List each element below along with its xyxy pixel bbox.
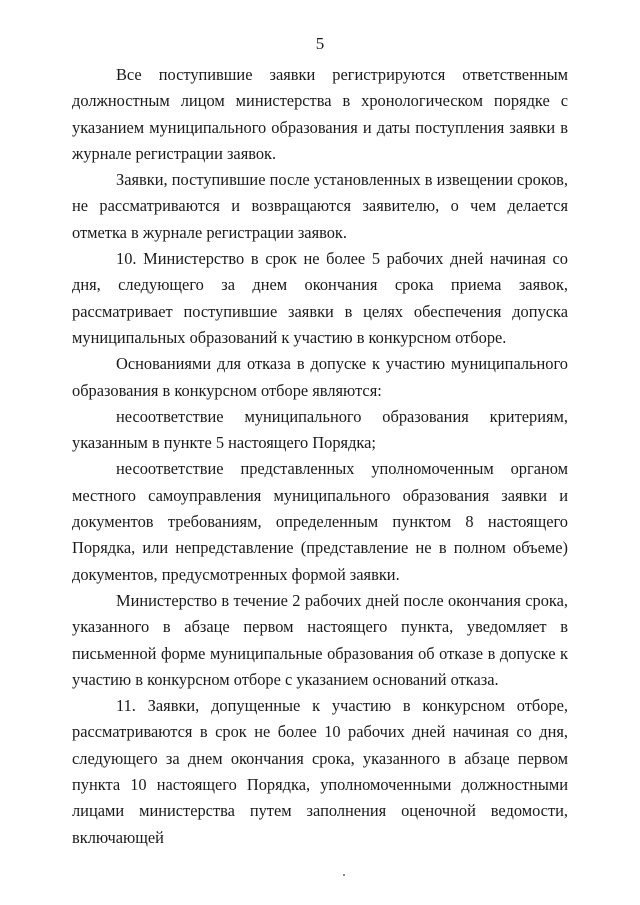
- paragraph-late-applications: Заявки, поступившие после установленных в извещении сроков, не рассматриваются и возвращаются заявителю, о чем делается отметка в журнале регистрации заявок.: [72, 170, 568, 242]
- paragraph-criteria-mismatch: несоответствие муниципального образования критериям, указанным в пункте 5 настоящего Порядка;: [72, 406, 568, 453]
- paragraph-registration: Все поступившие заявки регистрируются ответственным должностным лицом министерства в хронологическом порядке с указанием муниципального образования и даты поступления заявки в журнале регистрации заявок.: [72, 65, 568, 163]
- paragraph-notification: Министерство в течение 2 рабочих дней после окончания срока, указанного в абзаце первом настоящего пункта, уведомляет в письменной форме муниципальные образования об отказе в допуске к участию в конкурсном отборе с указанием оснований отказа.: [72, 590, 568, 689]
- paragraph-clause-10: 10. Министерство в срок не более 5 рабочих дней начиная со дня, следующего за днем окончания срока приема заявок, рассматривает поступившие заявки в целях обеспечения допуска муниципальных образований к участию в конкурсном отборе.: [72, 249, 568, 347]
- paragraph-clause-11: 11. Заявки, допущенные к участию в конкурсном отборе, рассматриваются в срок не более 10 рабочих дней начиная со дня, следующего за днем окончания срока, указанного в абзаце первом пункта 10 настоящего Порядка, уполномоченными должностными лицами министерства путем заполнения оценочной ведомости, включающей: [72, 696, 568, 847]
- document-body: [72, 62, 568, 851]
- paragraph-refusal-grounds: Основаниями для отказа в допуске к участию муниципального образования в конкурсном отборе являются:: [72, 354, 568, 400]
- paragraph-documents-mismatch: несоответствие представленных уполномоченным органом местного самоуправления муниципального образования заявки и документов требованиям, определенным пунктом 8 настоящего Порядка, или непредставление (представление не в полном объеме) документов, предусмотренных формой заявки.: [72, 459, 568, 584]
- page-number: 5: [315, 34, 325, 53]
- scan-speck: [343, 874, 345, 876]
